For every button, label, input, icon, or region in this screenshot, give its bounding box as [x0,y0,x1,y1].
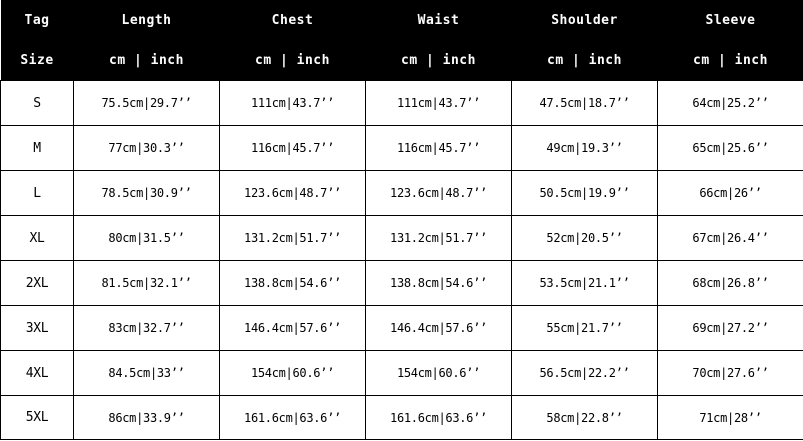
header-shoulder-unit: cm | inch [512,40,658,81]
chest-cell: 116cm|45.7’’ [220,126,366,171]
length-cell: 84.5cm|33’’ [74,351,220,396]
table-row [1,171,803,216]
size-cell: L [1,171,74,216]
length-cell: 81.5cm|32.1’’ [74,261,220,306]
length-cell: 78.5cm|30.9’’ [74,171,220,216]
header-length: Length [74,0,220,40]
shoulder-cell: 55cm|21.7’’ [512,306,658,351]
header-chest: Chest [220,0,366,40]
sleeve-cell: 65cm|25.6’’ [658,126,803,171]
shoulder-cell: 47.5cm|18.7’’ [512,81,658,126]
table-header [1,0,803,81]
chest-cell: 161.6cm|63.6’’ [220,396,366,440]
waist-cell: 116cm|45.7’’ [366,126,512,171]
waist-cell: 146.4cm|57.6’’ [366,306,512,351]
size-cell: S [1,81,74,126]
header-waist-unit: cm | inch [366,40,512,81]
header-row-labels [1,0,803,40]
sleeve-cell: 68cm|26.8’’ [658,261,803,306]
header-size: Size [1,40,74,81]
table-row [1,261,803,306]
chest-cell: 154cm|60.6’’ [220,351,366,396]
waist-cell: 161.6cm|63.6’’ [366,396,512,440]
table-row [1,81,803,126]
header-tag: Tag [1,0,74,40]
length-cell: 77cm|30.3’’ [74,126,220,171]
size-cell: XL [1,216,74,261]
size-cell: M [1,126,74,171]
chest-cell: 111cm|43.7’’ [220,81,366,126]
shoulder-cell: 52cm|20.5’’ [512,216,658,261]
length-cell: 86cm|33.9’’ [74,396,220,440]
sleeve-cell: 67cm|26.4’’ [658,216,803,261]
waist-cell: 154cm|60.6’’ [366,351,512,396]
header-sleeve: Sleeve [658,0,803,40]
header-chest-unit: cm | inch [220,40,366,81]
shoulder-cell: 56.5cm|22.2’’ [512,351,658,396]
table-row [1,351,803,396]
chest-cell: 123.6cm|48.7’’ [220,171,366,216]
size-cell: 5XL [1,396,74,440]
table-row [1,216,803,261]
length-cell: 75.5cm|29.7’’ [74,81,220,126]
chest-cell: 138.8cm|54.6’’ [220,261,366,306]
header-row-units [1,40,803,81]
table-row [1,396,803,440]
table-row [1,126,803,171]
header-shoulder: Shoulder [512,0,658,40]
waist-cell: 131.2cm|51.7’’ [366,216,512,261]
header-waist: Waist [366,0,512,40]
sleeve-cell: 70cm|27.6’’ [658,351,803,396]
chest-cell: 131.2cm|51.7’’ [220,216,366,261]
shoulder-cell: 53.5cm|21.1’’ [512,261,658,306]
sleeve-cell: 69cm|27.2’’ [658,306,803,351]
table-body [1,81,803,440]
shoulder-cell: 49cm|19.3’’ [512,126,658,171]
header-length-unit: cm | inch [74,40,220,81]
sleeve-cell: 66cm|26’’ [658,171,803,216]
waist-cell: 123.6cm|48.7’’ [366,171,512,216]
waist-cell: 138.8cm|54.6’’ [366,261,512,306]
header-sleeve-unit: cm | inch [658,40,803,81]
sleeve-cell: 64cm|25.2’’ [658,81,803,126]
sleeve-cell: 71cm|28’’ [658,396,803,440]
shoulder-cell: 50.5cm|19.9’’ [512,171,658,216]
size-cell: 2XL [1,261,74,306]
size-cell: 3XL [1,306,74,351]
length-cell: 80cm|31.5’’ [74,216,220,261]
table-row [1,306,803,351]
waist-cell: 111cm|43.7’’ [366,81,512,126]
chest-cell: 146.4cm|57.6’’ [220,306,366,351]
shoulder-cell: 58cm|22.8’’ [512,396,658,440]
length-cell: 83cm|32.7’’ [74,306,220,351]
size-cell: 4XL [1,351,74,396]
